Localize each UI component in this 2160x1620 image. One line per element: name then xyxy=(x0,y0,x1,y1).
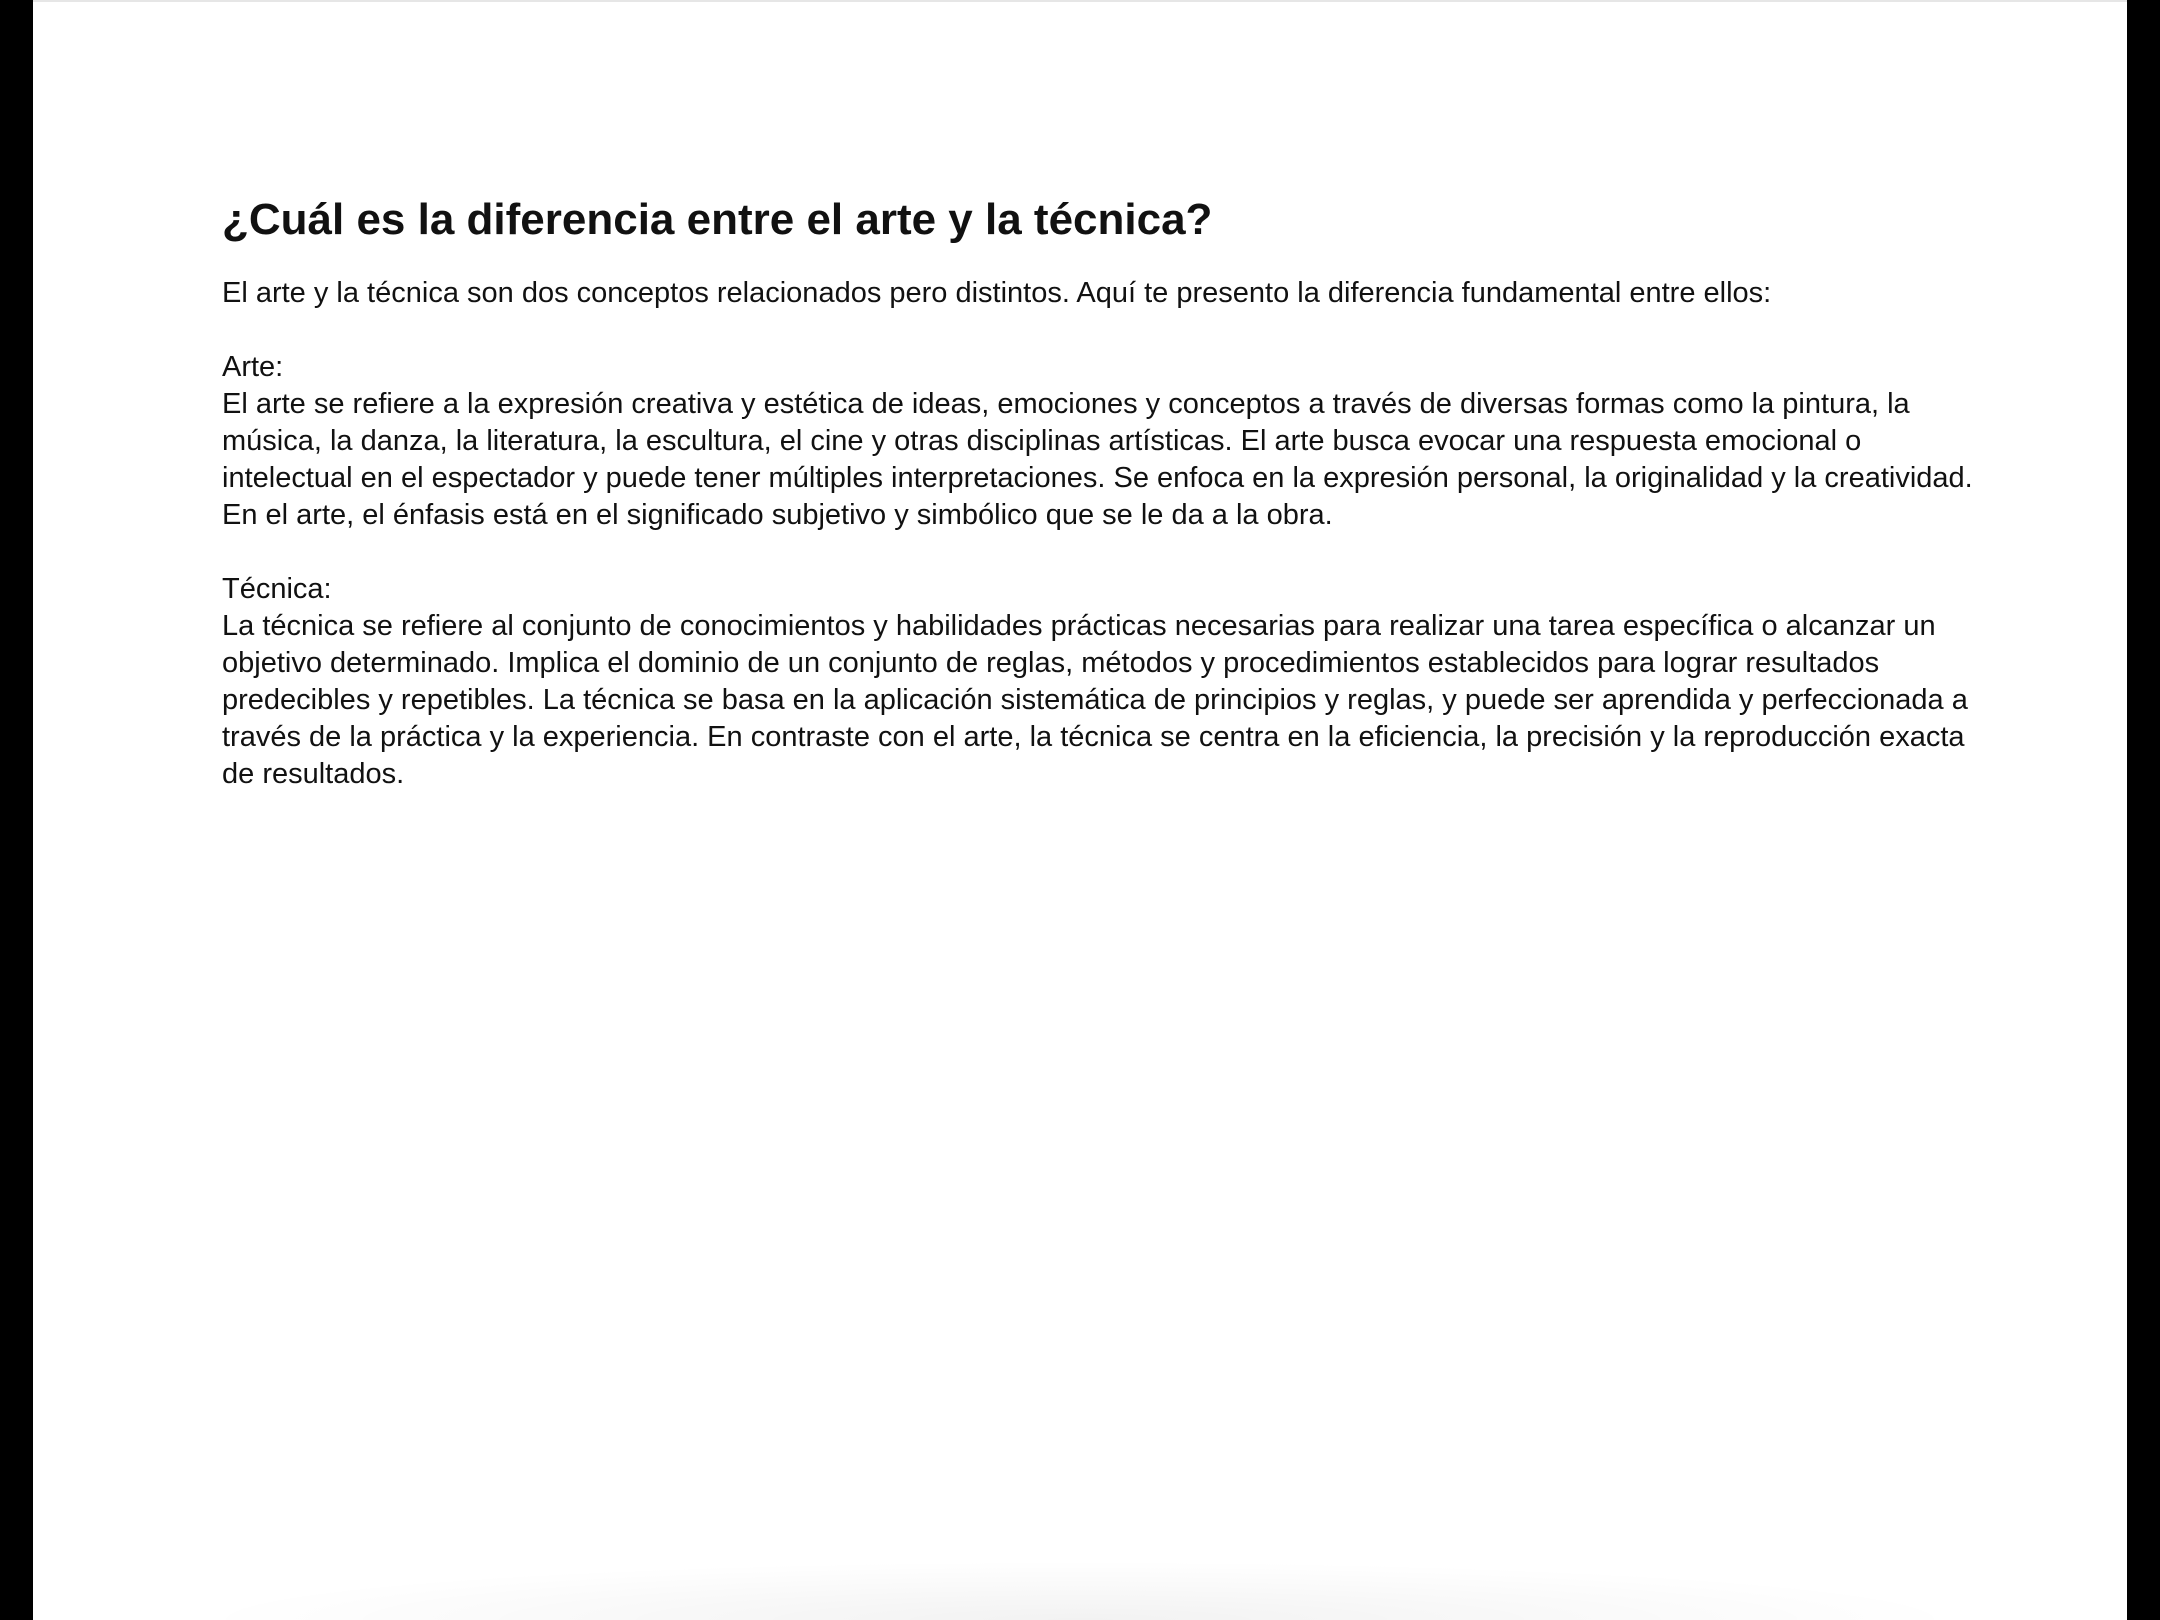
section-heading-arte: Arte: xyxy=(222,351,284,383)
intro-paragraph: El arte y la técnica son dos conceptos relacionados pero distintos. Aquí te presento la diferencia fundamental entre ellos: xyxy=(222,277,1772,309)
section-tecnica xyxy=(222,571,1982,793)
section-arte xyxy=(222,349,1982,534)
document-content xyxy=(222,192,1982,793)
document-title: ¿Cuál es la diferencia entre el arte y la técnica? xyxy=(222,195,1213,244)
document-page xyxy=(33,0,2127,1620)
section-body-arte: El arte se refiere a la expresión creativa y estética de ideas, emociones y conceptos a través de diversas formas como la pintura, la música, la danza, la literatura, la escultura, el cine y otras disciplinas artísticas. El arte busca evocar una respuesta emocional o intelectual en el espectador y puede tener múltiples interpretaciones. Se enfoca en la expresión personal, la originalidad y la creatividad. En el arte, el énfasis está en el significado subjetivo y simbólico que se le da a la obra. xyxy=(222,388,1973,531)
section-body-tecnica: La técnica se refiere al conjunto de conocimientos y habilidades prácticas necesarias para realizar una tarea específica o alcanzar un objetivo determinado. Implica el dominio de un conjunto de reglas, métodos y procedimientos establecidos para lograr resultados predecibles y repetibles. La técnica se basa en la aplicación sistemática de principios y reglas, y puede ser aprendida y perfeccionada a través de la práctica y la experiencia. En contraste con el arte, la técnica se centra en la eficiencia, la precisión y la reproducción exacta de resultados. xyxy=(222,610,1968,790)
page-bottom-shadow xyxy=(33,1550,2127,1620)
section-heading-tecnica: Técnica: xyxy=(222,573,332,605)
